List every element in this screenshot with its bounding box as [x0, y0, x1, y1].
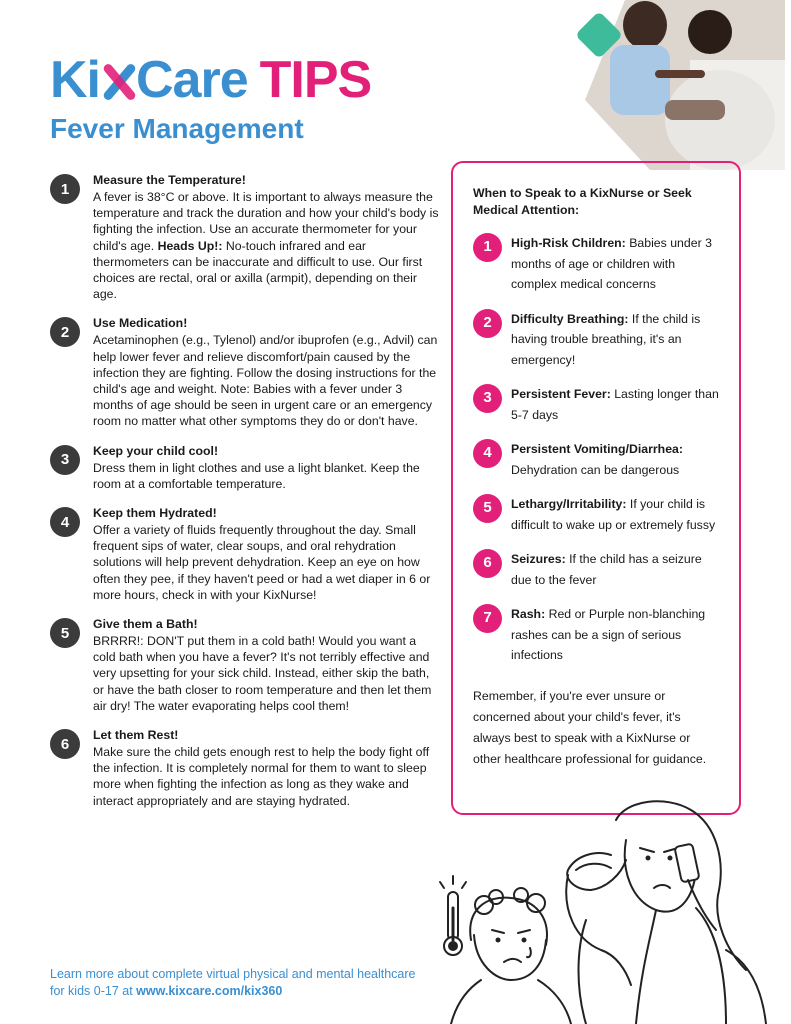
tip-body: Dress them in light clothes and use a light blanket. Keep the room at a comfortable temperature.	[93, 460, 420, 491]
logo-care-text: Care	[136, 51, 248, 109]
attention-label: Persistent Vomiting/Diarrhea:	[511, 442, 683, 456]
tip-body: Acetaminophen (e.g., Tylenol) and/or ibuprofen (e.g., Advil) can help lower fever and relieve discomfort/pain caused by the infection they are fighting. Follow the dosing instructions for the child's age and weight. Note: Babies with a fever under 3 months of age should be seen in urgent care or an emergency room no matter what other symptoms they do or don't have.	[93, 333, 438, 429]
attention-label: Rash:	[511, 607, 546, 621]
tip-body: Offer a variety of fluids frequently throughout the day. Small frequent sips of water, clear soups, and oral rehydration solutions will help prevent dehydration. Keep an eye on how often they pee, if they haven't peed or had a wet diaper in 6 or more hours, check in with your KixNurse!	[93, 523, 431, 602]
tip-number-badge: 3	[50, 445, 80, 475]
attention-number-badge: 1	[473, 233, 502, 262]
tip-item	[50, 315, 440, 429]
attention-label: Difficulty Breathing:	[511, 311, 629, 326]
tip-body-text: A fever is 38°C or above. It is important to always measure the temperature and track the duration and how your child's body is fighting the infection. Use an accurate thermometer for your child's age.	[93, 190, 439, 253]
tip-title: Keep your child cool!	[93, 443, 219, 458]
attention-item	[473, 604, 719, 666]
tips-list	[50, 172, 440, 822]
heads-up-label: Heads Up!:	[157, 238, 223, 253]
attention-number-badge: 2	[473, 309, 502, 338]
attention-closing-text: Remember, if you're ever unsure or concerned about your child's fever, it's always best to speak with a KixNurse or other healthcare professional for guidance.	[473, 688, 707, 766]
tip-number-badge: 6	[50, 729, 80, 759]
tip-item	[50, 616, 440, 714]
attention-text: If your child is difficult to wake up or extremely fussy	[511, 497, 716, 532]
tip-title: Use Medication!	[93, 316, 188, 331]
tip-item	[50, 727, 440, 809]
attention-item	[473, 549, 719, 590]
tip-title: Measure the Temperature!	[93, 173, 246, 187]
worried-parent-sick-child-illustration	[426, 800, 791, 1024]
attention-number-badge: 6	[473, 549, 502, 578]
tip-item	[50, 443, 440, 492]
attention-item	[473, 233, 719, 295]
attention-number-badge: 5	[473, 494, 502, 523]
footer-text: Learn more about complete virtual physical and mental healthcare for kids 0-17 at	[50, 967, 416, 998]
attention-item	[473, 309, 719, 371]
attention-label: Persistent Fever:	[511, 387, 611, 401]
attention-text: Babies under 3 months of age or children with complex medical concerns	[511, 236, 712, 291]
tip-body: BRRRR!: DON'T put them in a cold bath! Would you want a cold bath when you have a fever? It's not terribly effective and very upsetting for your sick child. Instead, either skip the bath, or have the bath closer to room temperature and then let them air dry! The water evaporating helps cool them!	[93, 634, 432, 713]
footer-link[interactable]: www.kixcare.com/kix360	[136, 984, 283, 998]
attention-number-badge: 4	[473, 439, 502, 468]
attention-number-badge: 7	[473, 604, 502, 633]
attention-text: If the child is having trouble breathing, it's an emergency!	[511, 311, 701, 367]
tip-title: Let them Rest!	[93, 728, 179, 743]
tip-title: Keep them Hydrated!	[93, 506, 217, 521]
attention-text: Dehydration can be dangerous	[511, 462, 680, 477]
attention-heading: When to Speak to a KixNurse or Seek Medical Attention:	[473, 186, 692, 217]
tip-number-badge: 2	[50, 317, 80, 347]
tip-body-text: No-touch infrared and ear thermometers can be inaccurate and difficult to use. Our first choices are rectal, oral or axilla (armpit), depending on their age.	[93, 238, 423, 302]
attention-label: Lethargy/Irritability:	[511, 497, 627, 511]
medical-attention-box	[451, 161, 741, 815]
tip-item	[50, 505, 440, 603]
tip-number-badge: 4	[50, 507, 80, 537]
attention-number-badge: 3	[473, 384, 502, 413]
logo-x-icon	[101, 60, 135, 100]
tip-title: Give them a Bath!	[93, 617, 198, 632]
attention-label: Seizures:	[511, 552, 566, 566]
tip-body: Make sure the child gets enough rest to help the body fight off the infection. It is completely normal for them to want to sleep more when fighting the infection as long as they wake and interact appropriately and are staying hydrated.	[93, 745, 430, 808]
attention-label: High-Risk Children:	[511, 236, 626, 250]
tip-item	[50, 172, 440, 302]
footer-note	[50, 966, 430, 1000]
attention-text: Lasting longer than 5-7 days	[511, 387, 719, 422]
attention-text: If the child has a seizure due to the fever	[511, 552, 702, 587]
tip-number-badge: 1	[50, 174, 80, 204]
attention-text: Red or Purple non-blanching rashes can be a sign of serious infections	[511, 607, 706, 662]
attention-item	[473, 439, 719, 480]
page-subtitle: Fever Management	[50, 113, 304, 144]
logo-kix-text: Ki	[50, 51, 100, 109]
kixcare-tips-logo	[50, 50, 371, 110]
tip-number-badge: 5	[50, 618, 80, 648]
attention-item	[473, 494, 719, 535]
attention-item	[473, 384, 719, 425]
mother-child-photo	[570, 0, 785, 170]
tip-body	[93, 189, 440, 302]
logo-tips-text: TIPS	[259, 51, 372, 109]
